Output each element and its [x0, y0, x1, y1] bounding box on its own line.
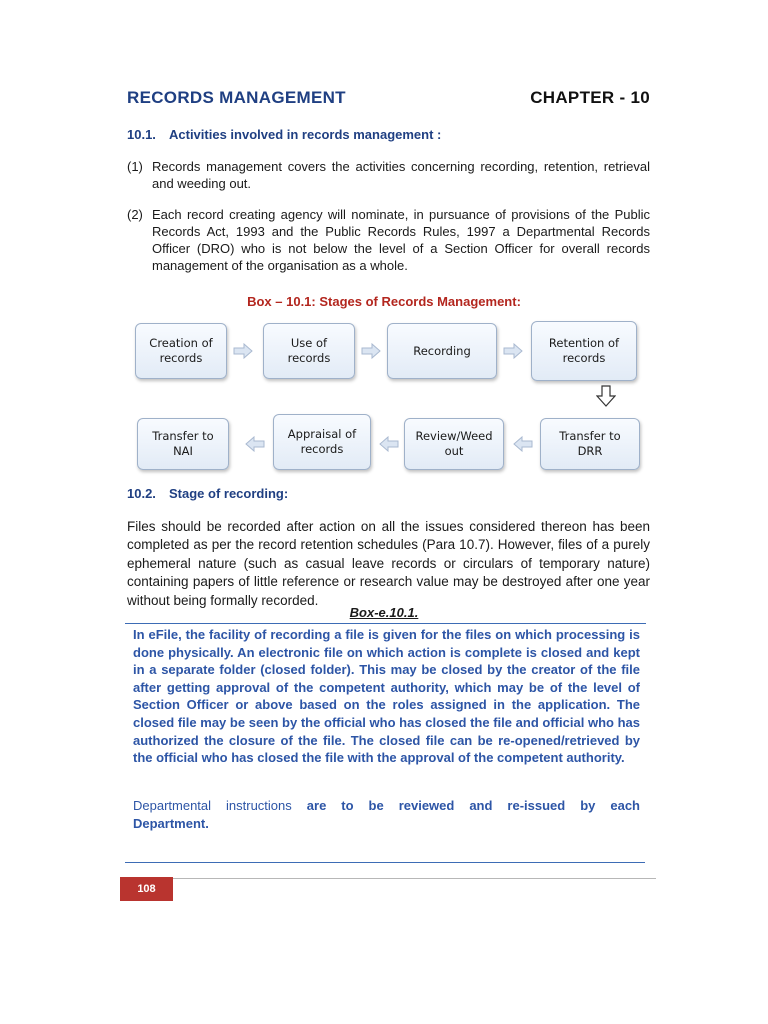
chapter-title: RECORDS MANAGEMENT	[127, 88, 346, 107]
stage-creation: Creation of records	[135, 323, 227, 379]
section-number: 10.2.	[127, 486, 156, 501]
arrow-down-icon	[596, 385, 616, 407]
paragraph-text: Each record creating agency will nominate, in pursuance of provisions of the Public Records Act, 1993 and the Public Records Rules, 1997 a Departmental Records Officer (DRO) who is not below the level of a Section Officer for overall records management of the organisation as a whole.	[152, 207, 650, 273]
chapter-number: CHAPTER - 10	[530, 88, 650, 107]
section-title: Activities involved in records management :	[169, 127, 442, 142]
efile-box-text: In eFile, the facility of recording a file is given for the files on which processing is done physically. An electronic file on which action is complete is closed and kept in a separate folder (closed folder). This may be closed by the creator of the file after getting approval of the competent authority, which may be of the level of Section Officer or above based on the roles assigned in the application. The closed file may be seen by the official who has closed the file and official who has authorized the closure of the file. The closed file can be re-opened/retrieved by the official who has closed the file with the approval of the competent authority.	[133, 627, 640, 766]
section-number: 10.1.	[127, 127, 156, 142]
paragraph-number: (1)	[127, 159, 143, 174]
stage-transfer-nai: Transfer to NAI	[137, 418, 229, 470]
efile-box-label: Box-e.10.1.	[349, 605, 419, 620]
numbered-paragraph	[127, 158, 650, 192]
paragraph-number: (2)	[127, 207, 143, 222]
arrow-left-icon	[513, 436, 533, 452]
page-number: 108	[120, 877, 173, 901]
box-title: Box – 10.1: Stages of Records Management:	[247, 294, 521, 309]
footer-rule	[125, 862, 645, 863]
arrow-left-icon	[379, 436, 399, 452]
section-heading-10-1	[127, 127, 441, 142]
stage-review-weed: Review/Weed out	[404, 418, 504, 470]
note-plain-text: Departmental instructions	[133, 798, 292, 813]
numbered-paragraph	[127, 206, 650, 274]
section-paragraphs	[127, 158, 650, 288]
arrow-right-icon	[503, 343, 523, 359]
efile-box-rule	[125, 623, 646, 624]
section-heading-10-2	[127, 486, 288, 501]
section-title: Stage of recording:	[169, 486, 289, 501]
page-header	[127, 88, 650, 108]
stage-retention: Retention of records	[531, 321, 637, 381]
footer-rule-secondary	[120, 878, 656, 879]
stage-appraisal: Appraisal of records	[273, 414, 371, 470]
arrow-right-icon	[361, 343, 381, 359]
arrow-left-icon	[245, 436, 265, 452]
records-stages-diagram	[120, 315, 650, 480]
paragraph-text: Records management covers the activities concerning recording, retention, retrieval and weeding out.	[152, 159, 650, 191]
efile-box-note	[133, 797, 640, 833]
stage-recording: Recording	[387, 323, 497, 379]
arrow-right-icon	[233, 343, 253, 359]
stage-use: Use of records	[263, 323, 355, 379]
recording-paragraph: Files should be recorded after action on all the issues considered thereon has been completed as per the record retention schedules (Para 10.7). However, files of a purely ephemeral nature (such as casual leave records or circulars of temporary nature) containing papers of little reference or research value may be destroyed after one year without being formally recorded.	[127, 519, 650, 608]
note-bold-text: are to be reviewed and re-issued by each Department.	[133, 798, 640, 831]
stage-transfer-drr: Transfer to DRR	[540, 418, 640, 470]
